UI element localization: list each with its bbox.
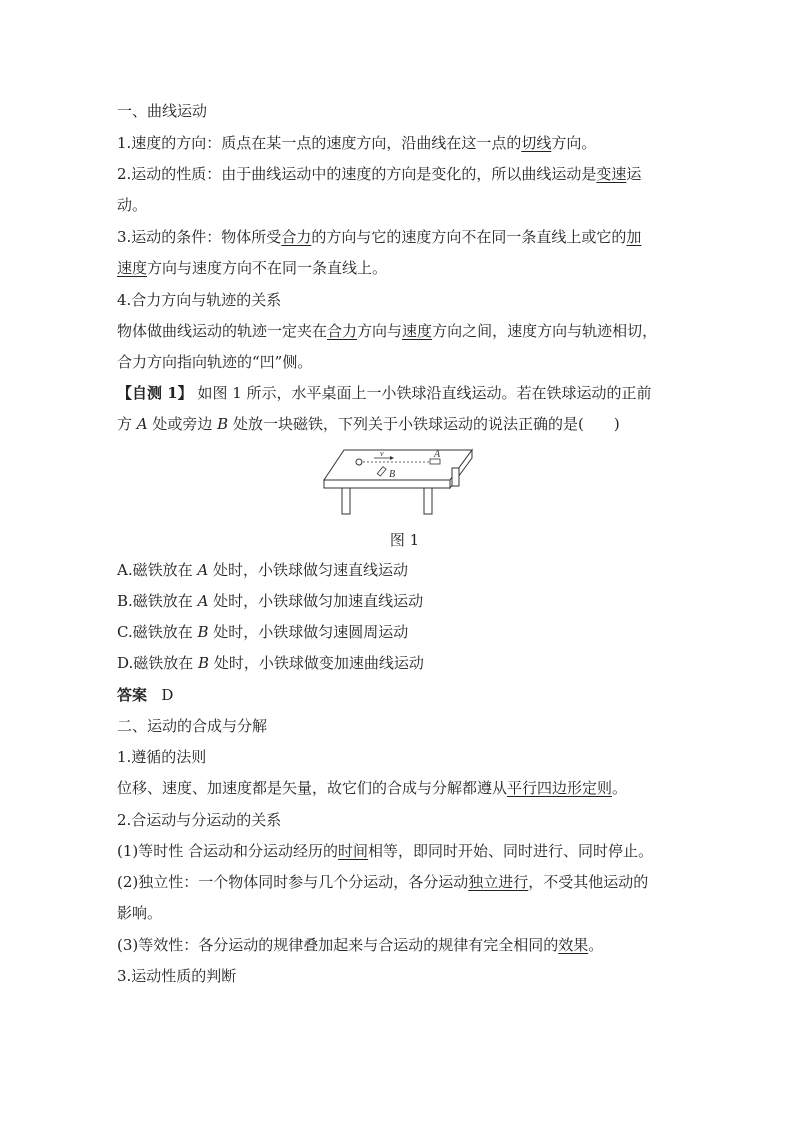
paragraph-independence-cont: 影响。: [117, 904, 163, 922]
subheading-rule: 1.遵循的法则: [117, 748, 207, 766]
paragraph-force-trajectory: 物体做曲线运动的轨迹一定夹在合力方向与速度方向之间，速度方向与轨迹相切，: [117, 322, 658, 340]
point-a-label: A: [434, 449, 441, 460]
table-leg-front-right: [424, 488, 432, 514]
velocity-label: v: [380, 449, 384, 458]
question-stem-cont: 方 A 处或旁边 B 处放一块磁铁，下列关于小铁球运动的说法正确的是( ): [117, 415, 620, 433]
figure-table-diagram: [322, 446, 474, 518]
paragraph-simultaneity: (1)等时性 合运动和分运动经历的时间相等，即同时开始、同时进行、同时停止。: [117, 842, 654, 860]
paragraph-motion-nature: 2.运动的性质：由于曲线运动中的速度的方向是变化的，所以曲线运动是变速运: [117, 165, 642, 183]
figure-caption: 图 1: [389, 531, 420, 549]
option-a: A.磁铁放在 A 处时，小铁球做匀速直线运动: [117, 561, 408, 579]
paragraph-velocity-direction: 1.速度的方向：质点在某一点的速度方向，沿曲线在这一点的切线方向。: [117, 134, 597, 152]
iron-ball: [356, 459, 362, 465]
answer-line: [117, 685, 173, 705]
paragraph-equivalence: (3)等效性：各分运动的规律叠加起来与合运动的规律有完全相同的效果。: [117, 936, 604, 954]
option-d: D.磁铁放在 B 处时，小铁球做变加速曲线运动: [117, 654, 424, 672]
point-b-label: B: [389, 469, 396, 480]
answer-value: D: [161, 686, 174, 704]
paragraph-motion-nature-cont: 动。: [117, 196, 148, 214]
paragraph-motion-condition: 3.运动的条件：物体所受合力的方向与它的速度方向不在同一条直线上或它的加: [117, 228, 642, 246]
section-heading-composition: 二、运动的合成与分解: [117, 717, 268, 735]
option-b: B.磁铁放在 A 处时，小铁球做匀加速直线运动: [117, 592, 424, 610]
paragraph-force-trajectory-cont: 合力方向指向轨迹的“凹”侧。: [117, 353, 313, 371]
paragraph-rule: 位移、速度、加速度都是矢量，故它们的合成与分解都遵从平行四边形定则。: [117, 779, 628, 797]
paragraph-independence: (2)独立性：一个物体同时参与几个分运动，各分运动独立进行，不受其他运动的: [117, 873, 649, 891]
table-front-edge: [324, 480, 450, 488]
subheading-relation: 2.合运动与分运动的关系: [117, 811, 282, 829]
answer-label: 答案: [117, 686, 148, 704]
subheading-motion-judgment: 3.运动性质的判断: [117, 967, 237, 985]
table-top: [324, 450, 472, 480]
option-c: C.磁铁放在 B 处时，小铁球做匀速圆周运动: [117, 623, 409, 641]
paragraph-motion-condition-cont: 速度方向与速度方向不在同一条直线上。: [117, 259, 388, 277]
table-leg-back-right: [452, 468, 459, 486]
question-tag: 【自测 1】: [117, 384, 193, 402]
subheading-force-trajectory: 4.合力方向与轨迹的关系: [117, 291, 282, 309]
question-stem: 【自测 1】 如图 1 所示，水平桌面上一小铁球沿直线运动。若在铁球运动的正前: [117, 384, 652, 402]
table-leg-front-left: [342, 488, 350, 514]
section-heading-curvilinear: 一、曲线运动: [117, 102, 208, 120]
